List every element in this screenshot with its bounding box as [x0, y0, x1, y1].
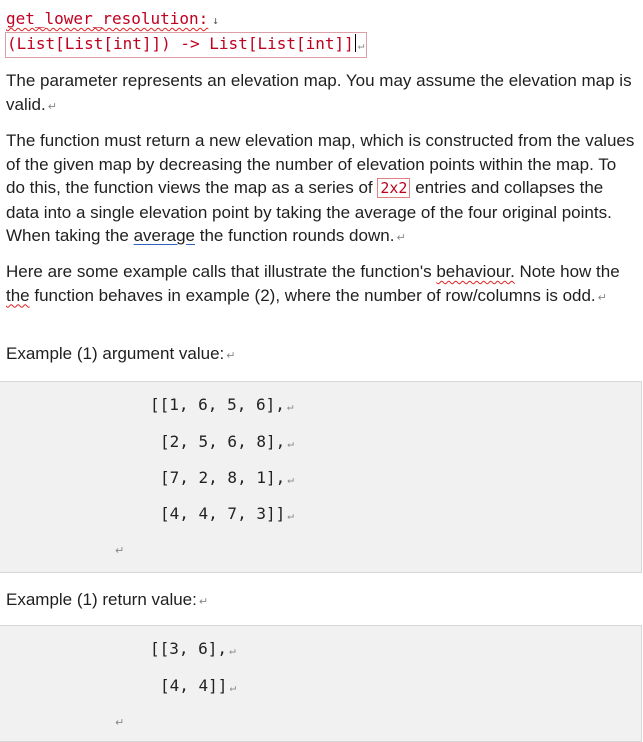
function-signature-name — [6, 8, 219, 32]
paragraph-text: Note how the — [514, 262, 620, 281]
paragraph-mark: ↵ — [229, 681, 237, 694]
example1-ret-label — [6, 588, 636, 615]
highlight-2x2: 2x2 — [377, 178, 410, 198]
label-text: Example (1) return value: — [6, 590, 197, 609]
function-name: get_lower_resolution: — [6, 9, 209, 28]
example1-arg-label — [6, 342, 636, 369]
paragraph-text: Here are some example calls that illustrate the function's — [6, 262, 437, 281]
word-the-duplicate: the — [6, 285, 30, 305]
code-text: [[3, 6], — [150, 639, 228, 658]
example1-ret-code-block — [0, 625, 642, 742]
paragraph-mark: ↵ — [286, 400, 294, 413]
code-line — [160, 468, 294, 487]
code-line — [150, 639, 236, 658]
function-types: (List[List[int]]) -> List[List[int]] — [7, 34, 354, 53]
paragraph-text: The parameter represents an elevation map. You may assume the elevation map is valid. — [6, 71, 632, 114]
code-text: [4, 4]] — [160, 676, 228, 695]
label-text: Example (1) argument value: — [6, 344, 225, 363]
code-line — [160, 504, 294, 523]
example1-arg-code-block — [0, 381, 642, 573]
paragraph-text: function behaves in example (2), where the number of row/columns is odd. — [29, 285, 596, 305]
code-text: [4, 4, 7, 3]] — [160, 504, 286, 523]
paragraph-examples-intro — [6, 260, 636, 310]
paragraph-mark: ↵ — [229, 644, 236, 657]
word-behaviour: behaviour. — [436, 262, 515, 281]
code-text: [2, 5, 6, 8], — [160, 432, 286, 451]
text-cursor — [355, 34, 356, 52]
paragraph-text: The function must return a new elevation map, which is constructed from the values of the given map by decreasing the number of elevation points within the map. To do this, the function views the map as a series of — [6, 131, 635, 197]
code-line — [160, 432, 294, 451]
paragraph-mark: ↵ — [198, 596, 209, 608]
paragraph-mark: ↵ — [47, 100, 57, 113]
paragraph-mark: ↵ — [115, 545, 125, 557]
paragraph-mark: ↵ — [287, 509, 294, 522]
paragraph-mark: ↵ — [597, 291, 607, 304]
paragraph-mark: ↵ — [115, 717, 125, 729]
paragraph-mark: ↵ — [287, 473, 294, 486]
word-average: average — [133, 226, 196, 245]
paragraph-mark: ↵ — [287, 437, 294, 450]
function-signature-types[interactable] — [5, 32, 367, 58]
paragraph-parameter — [6, 69, 636, 119]
paragraph-mark: ↵ — [357, 39, 365, 52]
code-text: [7, 2, 8, 1], — [160, 468, 286, 487]
paragraph-mark: ↵ — [226, 350, 236, 362]
paragraph-text: entries and collapses the data into a single elevation point by taking the average of the four original points. When taking the — [6, 178, 612, 245]
paragraph-description — [6, 129, 636, 251]
paragraph-text: the function rounds down. — [195, 226, 395, 245]
paragraph-mark: ↵ — [396, 232, 406, 244]
line-break-mark: ↓ — [212, 14, 219, 27]
code-line — [150, 395, 293, 414]
code-text: [[1, 6, 5, 6], — [150, 395, 285, 414]
code-line — [160, 676, 236, 695]
